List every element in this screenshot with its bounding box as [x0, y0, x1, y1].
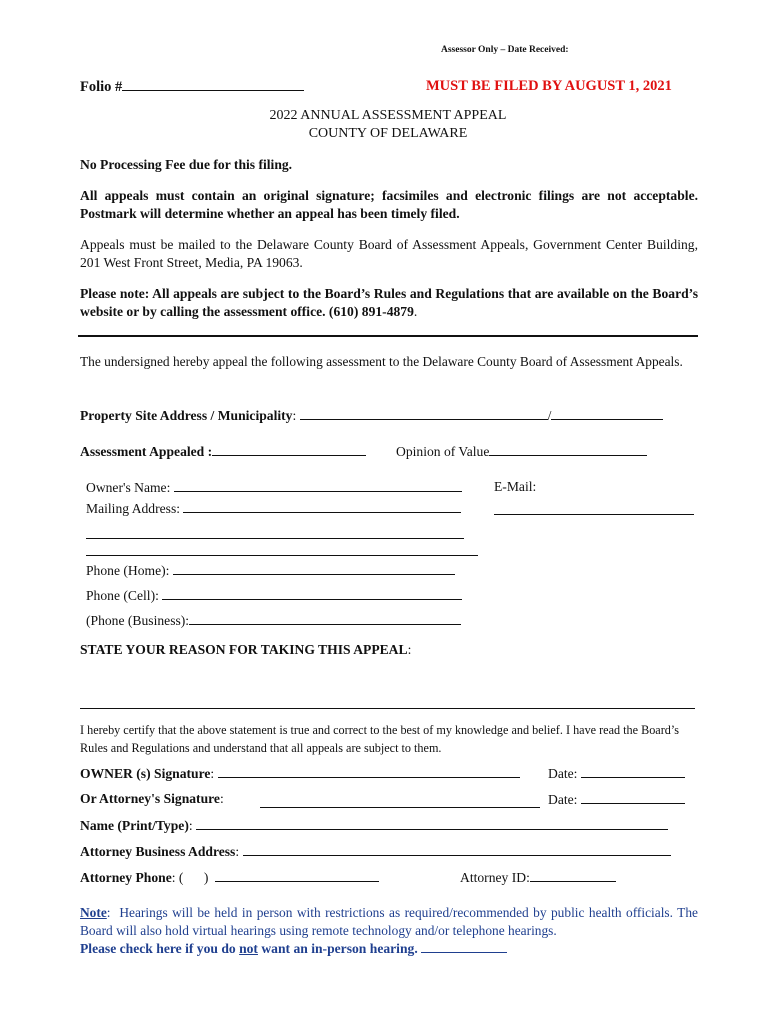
- hearing-note: Note: Hearings will be held in person with restrictions as required/recommended by public health officials. The Board will also hold virtual hearings using remote technology and/or telephone hearings.: [80, 905, 698, 938]
- attorney-address-label: Attorney Business Address: [80, 844, 236, 859]
- attorney-signature-row: Or Attorney's Signature:: [80, 791, 224, 806]
- attorney-id-label: Attorney ID:: [460, 870, 530, 885]
- opinion-label: Opinion of Value: [396, 444, 490, 459]
- fee-notice: No Processing Fee due for this filing.: [80, 157, 293, 172]
- opt-out-suffix: want an in-person hearing.: [257, 941, 418, 956]
- county-title: COUNTY OF DELAWARE: [308, 126, 468, 141]
- attorney-signature-field[interactable]: [260, 795, 540, 808]
- phone-business-label: (Phone (Business):: [86, 613, 190, 628]
- mailing-field-2[interactable]: [86, 526, 464, 539]
- rules-notice: Please note: All appeals are subject to the Board’s Rules and Regulations that are available on the Board’s website or by calling the assessment office. (610) 891-4879.: [80, 286, 698, 319]
- mailing-field-3[interactable]: [86, 543, 478, 556]
- attorney-address-row: Attorney Business Address:: [80, 843, 671, 860]
- phone-business-row: [86, 612, 461, 629]
- attorney-id-field[interactable]: [530, 869, 616, 882]
- owner-date-row: [548, 765, 685, 782]
- phone-cell-row: [86, 587, 462, 604]
- section-divider: [78, 335, 698, 337]
- owner-signature-row: OWNER (s) Signature:: [80, 765, 520, 782]
- attorney-phone-label: Attorney Phone: [80, 870, 172, 885]
- note-text: Hearings will be held in person with restrictions as required/recommended by public health officials. The Board will also hold virtual hearings using remote technology and/or telephone hearings.: [80, 905, 698, 938]
- folio-label: Folio #: [80, 79, 123, 95]
- certification-text: I hereby certify that the above statement is true and correct to the best of my knowledge and belief. I have read the Board’s Rules and Regulations and understand that all appeals are subject to them.: [80, 723, 679, 755]
- reason-field[interactable]: [80, 696, 695, 709]
- phone-home-row: [86, 562, 455, 579]
- phone-cell-field[interactable]: [162, 587, 462, 600]
- assessor-date-label: Assessor Only – Date Received:: [441, 45, 569, 55]
- owner-name-row: [86, 479, 462, 496]
- phone-business-field[interactable]: [189, 612, 461, 625]
- name-print-field[interactable]: [196, 817, 668, 830]
- folio-row: [80, 78, 304, 96]
- assessment-label: Assessment Appealed :: [80, 444, 213, 459]
- reason-row: STATE YOUR REASON FOR TAKING THIS APPEAL:: [80, 642, 412, 657]
- opinion-row: [396, 443, 647, 460]
- property-label: Property Site Address / Municipality: [80, 408, 293, 423]
- owner-signature-field[interactable]: [218, 765, 520, 778]
- folio-field[interactable]: [122, 78, 304, 91]
- owner-name-field[interactable]: [174, 479, 462, 492]
- appeal-intro: The undersigned hereby appeal the following assessment to the Delaware County Board of Assessment Appeals.: [80, 354, 683, 369]
- property-address-field[interactable]: [300, 407, 548, 420]
- attorney-signature-label: Or Attorney's Signature: [80, 791, 220, 806]
- attorney-address-field[interactable]: [243, 843, 671, 856]
- email-label: E-Mail:: [494, 479, 537, 494]
- signature-notice: All appeals must contain an original signature; facsimiles and electronic filings are not acceptable. Postmark will determine whether an appeal has been timely filed.: [80, 188, 698, 221]
- phone-home-field[interactable]: [173, 562, 455, 575]
- attorney-date-field[interactable]: [581, 791, 685, 804]
- opt-out-prefix: Please check here if you do: [80, 941, 240, 956]
- opt-out-check-field[interactable]: [421, 940, 507, 953]
- assessment-field[interactable]: [212, 443, 366, 456]
- in-person-opt-out: [80, 940, 507, 957]
- mailing-notice: Appeals must be mailed to the Delaware County Board of Assessment Appeals, Government Center Building, 201 West Front Street, Media, PA 19063.: [80, 237, 698, 270]
- municipality-field[interactable]: [551, 407, 663, 420]
- mailing-label: Mailing Address:: [86, 501, 181, 516]
- name-print-row: Name (Print/Type):: [80, 817, 668, 834]
- name-print-label: Name (Print/Type): [80, 818, 189, 833]
- phone-home-label: Phone (Home):: [86, 563, 170, 578]
- mailing-field-1[interactable]: [183, 500, 461, 513]
- owner-date-label: Date:: [548, 766, 578, 781]
- owner-signature-label: OWNER (s) Signature: [80, 766, 211, 781]
- owner-date-field[interactable]: [581, 765, 685, 778]
- form-title: 2022 ANNUAL ASSESSMENT APPEAL: [269, 108, 507, 123]
- attorney-date-label: Date:: [548, 792, 578, 807]
- property-row: Property Site Address / Municipality: /: [80, 407, 663, 424]
- filing-deadline: MUST BE FILED BY AUGUST 1, 2021: [426, 78, 672, 94]
- owner-name-label: Owner's Name:: [86, 480, 171, 495]
- reason-label: STATE YOUR REASON FOR TAKING THIS APPEAL: [80, 642, 408, 657]
- assessment-row: [80, 443, 366, 460]
- phone-cell-label: Phone (Cell):: [86, 588, 159, 603]
- attorney-date-row: [548, 791, 685, 808]
- mailing-row: [86, 500, 461, 517]
- rules-notice-text: Please note: All appeals are subject to the Board’s Rules and Regulations that are available on the Board’s website or by calling the assessment office. (610) 891-4879: [80, 286, 698, 319]
- attorney-phone-field[interactable]: [215, 869, 379, 882]
- opt-out-not: not: [239, 941, 258, 956]
- attorney-phone-row: Attorney Phone: ( ): [80, 869, 379, 886]
- note-label: Note: [80, 905, 107, 920]
- email-field[interactable]: [494, 501, 694, 515]
- attorney-id-row: [460, 869, 616, 886]
- opinion-field[interactable]: [489, 443, 647, 456]
